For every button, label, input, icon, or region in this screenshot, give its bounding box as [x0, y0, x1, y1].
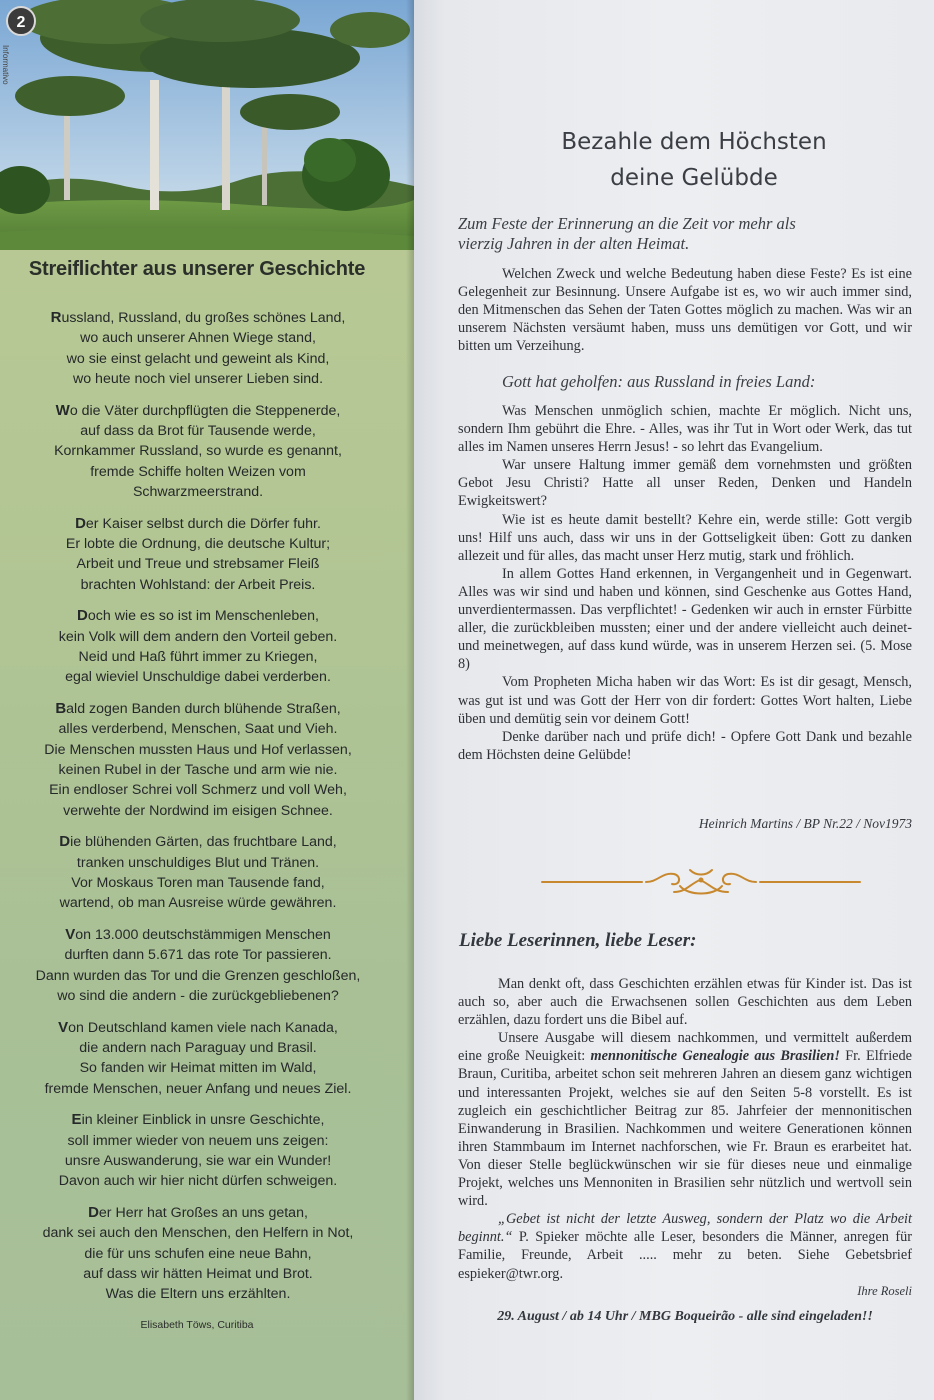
poem-line: Arbeit und Treue und strebsamer Fleiß: [76, 556, 320, 573]
letter-signature: Ihre Roseli: [857, 1284, 912, 1298]
poem-title: Streiflichter aus unserer Geschichte: [28, 258, 366, 280]
poem-line-rest: ald zogen Banden durch blühende Straßen,: [66, 701, 341, 718]
poem-initial: V: [58, 1018, 69, 1036]
poem-line: [18, 1110, 378, 1130]
poem-line: Dann wurden das Tor und die Grenzen geschloßen,: [35, 967, 361, 984]
poem-line: tranken unschuldiges Blut und Tränen.: [76, 854, 320, 871]
poem-line: Schwarzmeerstrand.: [132, 483, 264, 500]
article-paragraph: In allem Gottes Hand erkennen, in Vergangenheit und in Gegenwart. Alles was wir sind und haben und können, sind Geschenke aus Gottes Hand, unverdientermassen. Das verpflichtet! - Gedenken wir auch in ernster Fürbitte aller, die zurückbleiben mussten; einer und der andere vielleicht auch deinet- und meinetwegen, auf dass kund würde, was in unserem Herzen sei. (5. Mose 8): [458, 565, 912, 673]
poem-line: dank sei auch den Menschen, den Helfern in Not,: [42, 1225, 354, 1242]
poem-line-rest: ie blühenden Gärten, das fruchtbare Land,: [70, 834, 337, 851]
letter-paragraph-3: [458, 1210, 912, 1282]
poem-line: durften dann 5.671 das rote Tor passieren.: [64, 947, 332, 964]
poem-line-rest: er Herr hat Großes an uns getan,: [98, 1205, 308, 1222]
poem-line: [18, 832, 378, 852]
poem-stanza: [18, 699, 378, 821]
poem-line: wo heute noch viel unserer Lieben sind.: [72, 370, 324, 387]
editor-letter: [458, 975, 912, 1283]
poem-line-rest: in kleiner Einblick in unsre Geschichte,: [81, 1112, 325, 1129]
article-intro: [458, 265, 912, 355]
poem-line: wo sind die andern - die zurückgebliebenen?: [57, 987, 339, 1004]
article-subtitle-line1: Zum Feste der Erinnerung an die Zeit vor mehr als: [458, 214, 796, 233]
poem-line-rest: o die Väter durchpflügten die Steppenerde,: [69, 402, 341, 419]
poem-initial: D: [77, 607, 88, 625]
poem-stanza: [18, 1018, 378, 1099]
left-column: [0, 0, 414, 1400]
letter-paragraph-1: Man denkt oft, dass Geschichten erzählen etwas für Kinder ist. Das ist auch so, aber auch die Erwachsenen sollen Geschichten aus dem Leben erzählen, dazu fordert uns die Bibel auf.: [458, 976, 912, 1029]
poem-stanza: [18, 832, 378, 913]
poem-line: Die Menschen mussten Haus und Hof verlassen,: [44, 741, 352, 758]
poem-line: wo auch unserer Ahnen Wiege stand,: [80, 330, 316, 347]
poem-stanza: [18, 514, 378, 595]
article-paragraph: Was Menschen unmöglich schien, machte Er möglich. Nicht uns, sondern Ihm gebührt die Ehre. - Alles, was ihr Tut in Wort oder Werk, das tut alles im Namen unseres Herrn Jesus! - so lehrt das Evangelium.: [458, 403, 912, 456]
poem-line: fremde Schiffe holten Weizen vom: [90, 463, 306, 480]
article-body: [458, 402, 912, 764]
page-number-badge: 2: [6, 6, 36, 36]
poem-line: die für uns schufen eine neue Bahn,: [84, 1245, 312, 1262]
poem-line: fremde Menschen, neuer Anfang und neues Ziel.: [44, 1080, 352, 1097]
poem-line: Was die Eltern uns erzählten.: [105, 1286, 291, 1303]
letter-p3-quote: „Gebet ist nicht der letzte Ausweg, sondern der Platz wo die Arbeit beginnt.“: [458, 1211, 912, 1246]
poem-line: [18, 1018, 378, 1038]
poem-line: So fanden wir Heimat mitten im Wald,: [79, 1060, 317, 1077]
poem-line: [18, 606, 378, 626]
page-fold-shadow: [406, 0, 414, 1400]
poem-stanza: [18, 925, 378, 1006]
intro-paragraph: Welchen Zweck und welche Bedeutung haben diese Feste? Es ist eine Gelegenheit zur Besinnung. Unsere Aufgabe ist es, wo wir auch immer sind, den Mitmenschen das Sehen der Taten Gottes möglich zu machen. Was wir an unserem Nächsten versäumt haben, muss uns demütigen vor Gott, und wir bitten um Verzeihung.: [458, 266, 912, 355]
article-subheading: Gott hat geholfen: aus Russland in freies Land:: [502, 372, 816, 391]
article-subtitle-line2: vierzig Jahren in der alten Heimat.: [458, 234, 690, 253]
poem-line-rest: on Deutschland kamen viele nach Kanada,: [68, 1019, 338, 1036]
poem-stanza: [18, 308, 378, 389]
poem-stanza: [18, 1110, 378, 1191]
article-paragraph: Wie ist es heute damit bestellt? Kehre ein, werde stille: Gott vergib uns! Hilf uns auch, dass wir uns in der Gottseligkeit üben: Gott zu danken allezeit und für alles, das macht unser Herz mutig, stark und fröhlich.: [458, 511, 912, 564]
poem-line: die andern nach Paraguay und Brasil.: [79, 1040, 317, 1056]
side-margin-text: Informativo: [1, 45, 10, 85]
article-paragraph: Denke darüber nach und prüfe dich! - Opfere Gott Dank und bezahle dem Höchsten deine Gelübde!: [458, 728, 912, 763]
poem-line: [18, 308, 378, 328]
letter-greeting: Liebe Leserinnen, liebe Leser:: [459, 930, 697, 951]
poem-initial: D: [59, 833, 71, 851]
article-title: [414, 124, 934, 196]
poem-line: verwehte der Nordwind im eisigen Schnee.: [63, 802, 333, 819]
article-title-line2: deine Gelübde: [610, 165, 778, 191]
letter-paragraph-2: [458, 1029, 912, 1210]
poem-line: Er lobte die Ordnung, die deutsche Kultur;: [65, 535, 331, 552]
poem-line: Neid und Haß führt immer zu Kriegen,: [78, 648, 318, 665]
poem-line: unsre Auswanderung, sie war ein Wunder!: [64, 1152, 332, 1169]
poem-line: wo sie einst gelacht und geweint als Kind,: [66, 350, 330, 367]
poem-line: egal wieviel Unschuldige dabei verderben.: [65, 669, 331, 686]
poem-line: auf dass da Brot für Tausende werde,: [80, 422, 316, 439]
event-announcement: 29. August / ab 14 Uhr / MBG Boqueirão - alle sind eingeladen!!: [497, 1309, 873, 1324]
letter-p3-text: P. Spieker möchte alle Leser, besonders die Männer, anregen für Familie, Freunde, Arbeit ..... mehr zu beten. Siehe Gebetsbrief espieker@twr.org.: [458, 1229, 912, 1282]
poem-line: [18, 514, 378, 534]
poem-line: [18, 401, 378, 421]
article-subtitle: [458, 214, 914, 254]
poem-initial: B: [55, 700, 67, 718]
poem-initial: V: [65, 926, 76, 944]
poem-line: auf dass wir hätten Heimat und Brot.: [83, 1265, 313, 1282]
poem-stanza: [18, 401, 378, 502]
poem-line: Vor Moskaus Toren man Tausende fand,: [71, 874, 325, 891]
poem-initial: E: [71, 1111, 82, 1129]
poem: [18, 308, 378, 1316]
flourish-divider-icon: [540, 862, 862, 902]
article-signature: Heinrich Martins / BP Nr.22 / Nov1973: [698, 816, 912, 831]
poem-line: keinen Rubel in der Tasche und arm wie nie.: [58, 761, 338, 778]
poem-line-rest: er Kaiser selbst durch die Dörfer fuhr.: [85, 515, 321, 532]
poem-initial: D: [75, 514, 86, 532]
letter-p2-highlight: mennonitische Genealogie aus Brasilien!: [590, 1048, 840, 1065]
poem-line: soll immer wieder von neuem uns zeigen:: [67, 1132, 329, 1149]
letter-p2-text-b: Fr. Elfriede Braun, Curitiba, arbeitet schon seit mehreren Jahren an diesem ganz wichtigen und interessanten Projekt, welches sie auf den Seiten 5-8 vorstellt. Es ist zugleich ein geschichtlicher Beitrag zur 85. Jahrfeier der mennonitischen Einwanderung in Brasilien. Nachkommen und weitere Generationen können ihren Stammbaum im Internet nachforschen, wie Fr. Braun es erarbeitet hat. Von dieser Stelle beglückwünschen wir sie für dieses neue und einmalige Projekt, welches uns Mennoniten in Brasilien sehr nützlich und wertvoll sein wird.: [458, 1048, 913, 1210]
poem-line-rest: och wie es so ist im Menschenleben,: [87, 608, 319, 625]
poem-line: Kornkammer Russland, so wurde es genannt,: [54, 443, 342, 460]
article-paragraph: War unsere Haltung immer gemäß dem vornehmsten und größten Gebot Jesu Christi? Hatte all unser Reden, Denken und Handeln Ewigkeitswert?: [458, 457, 912, 510]
poem-line: wartend, ob man Ausreise würde gewähren.: [59, 895, 337, 912]
article-paragraph: Vom Propheten Micha haben wir das Wort: Es ist dir gesagt, Mensch, was gut ist und was Gott der Herr von dir fordert: Gottes Wort halten, Liebe üben und demütig sein vor deinem Gott!: [458, 674, 912, 727]
letter-p2-text-a: Unsere Ausgabe will diesem nachkommen, und vermittelt außerdem eine große Neuigkeit:: [458, 1030, 912, 1065]
poem-initial: D: [88, 1204, 99, 1222]
poem-line: kein Volk will dem andern den Vorteil geben.: [58, 628, 338, 645]
poem-line: [18, 1203, 378, 1223]
poem-author: Elisabeth Töws, Curitiba: [140, 1319, 254, 1331]
poem-line: brachten Wohlstand: der Arbeit Preis.: [80, 576, 316, 593]
poem-line: alles verderbend, Menschen, Saat und Vieh.: [58, 721, 338, 738]
article-title-line1: Bezahle dem Höchsten: [561, 129, 827, 155]
poem-initial: R: [50, 309, 62, 326]
poem-line-rest: on 13.000 deutschstämmigen Menschen: [75, 927, 331, 944]
poem-line: [18, 699, 378, 719]
poem-stanza: [18, 606, 378, 687]
poem-line: Davon auch wir hier nicht dürfen schweigen.: [58, 1173, 338, 1190]
araucaria-trees-photo: [0, 0, 414, 250]
poem-line-rest: ussland, Russland, du großes schönes Land,: [61, 310, 346, 326]
poem-line: [18, 925, 378, 945]
poem-line: Ein endloser Schrei voll Schmerz und voll Weh,: [49, 782, 347, 799]
poem-stanza: [18, 1203, 378, 1304]
poem-initial: W: [55, 401, 70, 419]
